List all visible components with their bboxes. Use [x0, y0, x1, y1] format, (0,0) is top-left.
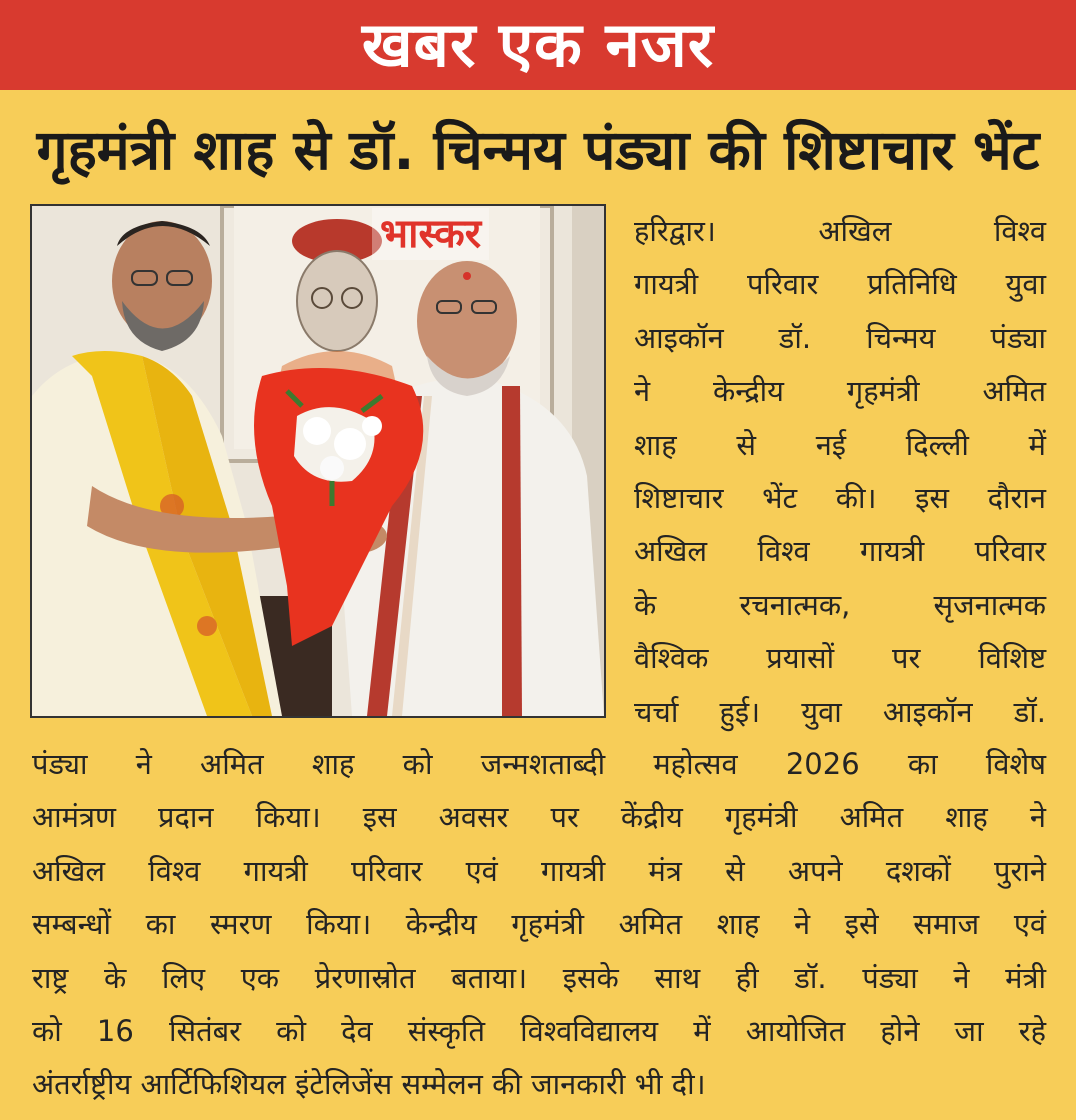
article-line: गायत्री परिवार प्रतिनिधि युवा	[634, 267, 1046, 302]
article-line: को 16 सितंबर को देव संस्कृति विश्वविद्यालय में आयोजित होने जा रहे	[32, 1014, 1046, 1049]
article-line: आइकॉन डॉ. चिन्मय पंड्या	[634, 320, 1046, 355]
article-line: आमंत्रण प्रदान किया। इस अवसर पर केंद्रीय गृहमंत्री अमित शाह ने	[32, 800, 1046, 835]
article-line: राष्ट्र के लिए एक प्रेरणास्रोत बताया। इसके साथ ही डॉ. पंड्या ने मंत्री	[32, 960, 1046, 995]
article-line: पंड्या ने अमित शाह को जन्मशताब्दी महोत्सव 2026 का विशेष	[32, 747, 1046, 781]
news-photo	[30, 204, 606, 718]
headline: गृहमंत्री शाह से डॉ. चिन्मय पंड्या की शिष्टाचार भेंट	[36, 118, 1040, 182]
news-banner	[0, 0, 1076, 90]
article-line: शाह से नई दिल्ली में	[634, 427, 1046, 462]
article-side-column	[634, 205, 1046, 739]
article-line: शिष्टाचार भेंट की। इस दौरान	[634, 481, 1046, 516]
article-body	[32, 738, 1046, 1112]
article-line: अंतर्राष्ट्रीय आर्टिफिशियल इंटेलिजेंस सम्मेलन की जानकारी भी दी।	[32, 1067, 706, 1102]
article-line: अखिल विश्व गायत्री परिवार	[634, 534, 1046, 569]
banner-title: खबर एक नजर	[361, 8, 715, 81]
newspaper-watermark: भास्कर	[372, 208, 489, 260]
article-line: वैश्विक प्रयासों पर विशिष्ट	[634, 641, 1046, 676]
photo-illustration	[32, 206, 604, 716]
article-line: हरिद्वार। अखिल विश्व	[634, 214, 1046, 248]
article-line: ने केन्द्रीय गृहमंत्री अमित	[634, 374, 1046, 409]
article-line: अखिल विश्व गायत्री परिवार एवं गायत्री मंत्र से अपने दशकों पुराने	[32, 853, 1046, 888]
article-line: चर्चा हुई। युवा आइकॉन डॉ.	[634, 694, 1046, 729]
article-line: सम्बन्धों का स्मरण किया। केन्द्रीय गृहमंत्री अमित शाह ने इसे समाज एवं	[32, 907, 1046, 942]
article-line: के रचनात्मक, सृजनात्मक	[634, 587, 1046, 622]
